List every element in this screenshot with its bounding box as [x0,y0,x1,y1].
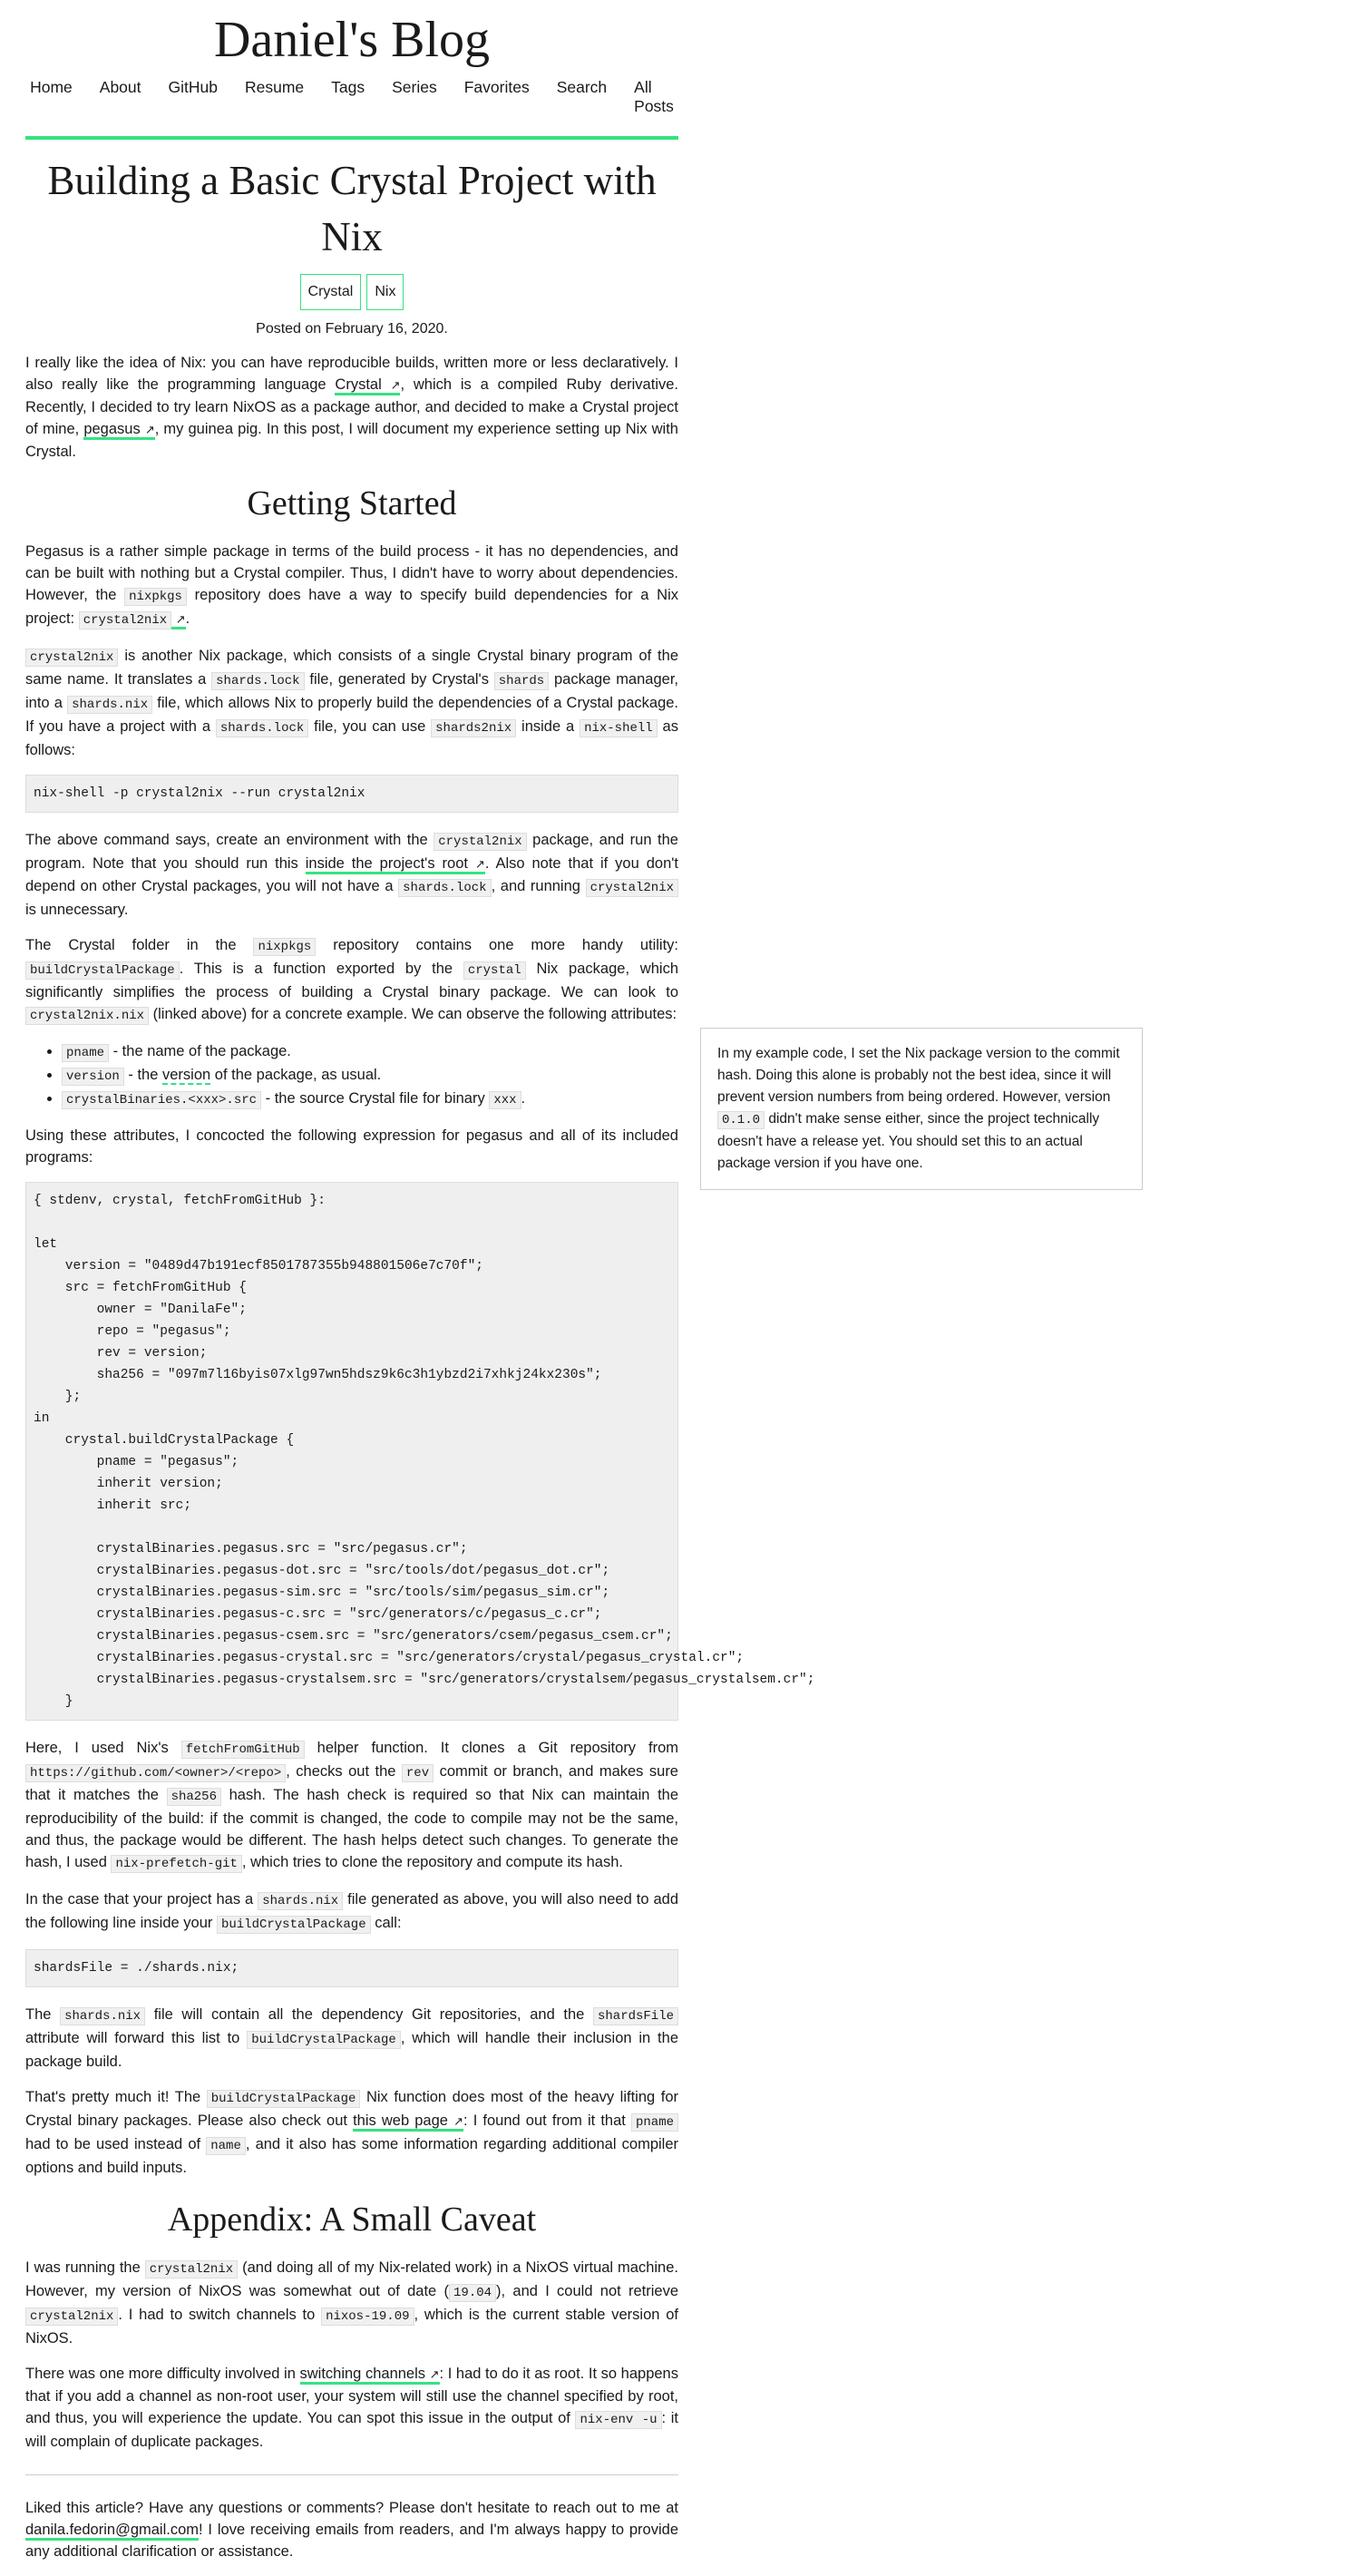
text: commit or branch, and makes sure that it matches the [25,1763,678,1803]
inline-code: crystalBinaries.<xxx>.src [62,1091,261,1109]
text: - the [123,1067,162,1083]
text: file, you can use [308,718,432,735]
text: , which is the current stable version of NixOS. [25,2307,678,2347]
paragraph [25,645,678,761]
attribute-list [25,1040,678,1111]
tag-list [25,274,678,310]
main-nav [25,78,678,140]
text: In my example code, I set the Nix package version to the commit hash. Doing this alone is probably not the best idea, since it will prevent version numbers from being ordered. However, version [717,1046,1120,1105]
list-item [62,1088,678,1111]
text: . [521,1090,526,1107]
paragraph: Using these attributes, I concocted the following expression for pegasus and all of its included programs: [25,1127,678,1166]
inline-code: shards [494,672,549,690]
text: , which tries to clone the repository and compute its hash. [241,1854,623,1870]
pegasus-link[interactable] [83,421,154,440]
text: - the name of the package. [109,1043,291,1059]
nav-github[interactable]: GitHub [168,78,218,96]
inline-code: fetchFromGitHub [181,1741,305,1759]
text: call: [370,1915,402,1931]
text: file generated as above, you will also need to add the following line inside your [25,1891,678,1931]
text: The [25,2006,61,2023]
inline-code: name [206,2137,246,2155]
text: Nix function does most of the heavy lifting for Crystal binary packages. Please also check out [25,2089,678,2129]
nav-all-posts[interactable]: All Posts [634,78,674,115]
inline-code: nix-shell [580,719,658,737]
text: . Also note that if you don't depend on other Crystal packages, you will not have a [25,855,678,894]
nav-favorites[interactable]: Favorites [463,78,530,96]
text: hash. The hash check is required so that Nix can maintain the reproducibility of the build: if the commit is changed, the code to compile may not be the same, and thus, the package would be different. The hash helps detect such changes. To generate the hash, I used [25,1787,679,1870]
inline-code: shards.lock [211,672,304,690]
inline-code: https://github.com/<owner>/<repo> [25,1764,286,1782]
inline-code: buildCrystalPackage [207,2090,361,2108]
text: . I had to switch channels to [118,2307,322,2323]
nav-about[interactable]: About [99,78,141,96]
text: repository does have a way to specify build dependencies for a Nix project: [25,587,678,627]
inline-code: shards.nix [67,696,152,714]
inline-code: shardsFile [593,2007,678,2025]
text: inside a [516,718,580,735]
nav-search[interactable]: Search [556,78,608,96]
external-link-icon: ↗ [390,378,401,392]
footer-paragraph [25,2497,678,2562]
external-link-icon: ↗ [144,423,155,436]
inline-code: crystal2nix [25,649,118,667]
link-text: pegasus [83,421,141,437]
switching-channels-link[interactable] [300,2366,440,2385]
inline-code: xxx [489,1091,521,1109]
post-title: Building a Basic Crystal Project with Nix [47,158,657,259]
inline-code: buildCrystalPackage [25,961,180,980]
text: file, which allows Nix to properly build the dependencies of a Crystal package. If you have a project with a [25,695,679,735]
nav-series[interactable]: Series [392,78,437,96]
inline-code: crystal2nix [79,611,171,629]
text: attribute will forward this list to [25,2030,248,2046]
text: is another Nix package, which consists of a single Crystal binary program of the same name. It translates a [25,648,678,688]
inline-code: sha256 [167,1788,221,1806]
inline-code: nixpkgs [253,938,316,956]
paragraph [25,2257,678,2349]
text: ! I love receiving emails from readers, and I'm always happy to provide any additional clarification or assistance. [25,2522,678,2560]
text: (linked above) for a concrete example. We can observe the following attributes: [149,1006,677,1022]
inline-code: pname [631,2113,678,2132]
text: Liked this article? Have any questions or comments? Please don't hesitate to reach out to me at [25,2500,678,2516]
link-text: inside the project's root [305,855,468,872]
intro-paragraph [25,352,678,463]
inline-code: 0.1.0 [717,1111,765,1129]
code-block: { stdenv, crystal, fetchFromGitHub }: let version = "0489d47b191ecf8501787355b948801506e7c70f"; src = fetchFromGitHub { owner = "DanilaFe"; repo = "pegasus"; rev = version; sha256 = "097m7l16byis07xlg97wn5hdsz9k6c3h1ybzd2i7xhkj24kx230s"; }; in crystal.buildCrystalPackage { pname = "pegasus"; inherit version; inherit src; crystalBinaries.pegasus.src = "src/pegasus.cr"; crystalBinaries.pegasus-dot.src = "src/tools/dot/pegasus_dot.cr"; crystalBinaries.pegasus-sim.src = "src/tools/sim/pegasus_sim.cr"; crystalBinaries.pegasus-c.src = "src/generators/c/pegasus_c.cr"; crystalBinaries.pegasus-csem.src = "src/generators/csem/pegasus_csem.cr"; crystalBinaries.pegasus-crystal.src = "src/generators/crystal/pegasus_crystal.cr"; crystalBinaries.pegasus-crystalsem.src = "src/generators/crystalsem/pegasus_crystalsem.cr"; } [25,1182,678,1721]
paragraph [25,829,678,921]
text: ), and I could not retrieve [496,2283,679,2299]
tag-crystal[interactable]: Crystal [300,274,362,310]
inline-code: shards.nix [258,1892,343,1910]
paragraph [25,1888,678,1936]
tag-nix[interactable]: Nix [366,274,404,310]
text: , and running [491,878,586,894]
nav-resume[interactable]: Resume [244,78,305,96]
text: : I had to do it as root. It so happens that if you add a channel as non-root user, your system will still use the channel specified by root, and thus, you will experience the update. You can spot this issue in the output of [25,2366,678,2426]
inline-code: crystal2nix.nix [25,1007,149,1025]
text: , which will handle their inclusion in the package build. [25,2030,678,2070]
inline-code: version [62,1068,124,1086]
paragraph [25,541,678,631]
inline-code: crystal2nix [25,2308,118,2326]
paragraph [25,2004,678,2073]
divider [25,2474,678,2475]
text: package, and run the program. Note that you should run this [25,832,678,872]
text: The Crystal folder in the [25,937,254,953]
post-date: Posted on February 16, 2020. [256,321,448,337]
external-link-icon: ↗ [453,2114,463,2128]
text: That's pretty much it! The [25,2089,207,2105]
text: Here, I used Nix's [25,1740,181,1756]
inline-code: shards.lock [216,719,308,737]
paragraph [25,1737,678,1875]
inline-code: crystal [463,961,526,980]
text: Pegasus is a rather simple package in terms of the build process - it has no dependencies, and can be built with nothing but a Crystal compiler. Thus, I didn't have to worry about dependencies. However, the [25,543,678,603]
list-item [62,1040,678,1064]
inline-code: nix-env -u [575,2411,661,2429]
link-text: Crystal [335,376,382,393]
text: In the case that your project has a [25,1891,258,1908]
text: : I found out from it that [463,2113,631,2129]
text: : it will complain of duplicate packages. [25,2410,679,2450]
heading-appendix: Appendix: A Small Caveat [167,2200,537,2239]
crystal2nix-link[interactable] [79,610,186,629]
heading-getting-started: Getting Started [247,484,457,522]
text: , which is a compiled Ruby derivative. Recently, I decided to try learn NixOS as a package author, and decided to make a Crystal project of mine, [25,376,678,437]
text: I was running the [25,2259,145,2276]
inline-code: buildCrystalPackage [247,2031,401,2049]
inline-code: shards2nix [431,719,516,737]
text: file will contain all the dependency Git repositories, and the [145,2006,593,2023]
text: as follows: [25,718,678,758]
nav-home[interactable]: Home [30,78,73,96]
paragraph [25,934,678,1027]
list-item [62,1064,678,1088]
external-link-icon: ↗ [474,857,485,871]
text: , and it also has some information regarding additional compiler options and build inputs. [25,2136,678,2176]
site-title[interactable]: Daniel's Blog [213,12,491,68]
text: helper function. It clones a Git repository from [304,1740,678,1756]
inline-code: 19.04 [449,2284,496,2302]
sidenote [700,1028,1143,1190]
link-text: this web page [353,2113,448,2129]
text: . [185,610,190,627]
text: - the source Crystal file for binary [261,1090,490,1107]
inline-code: rev [402,1764,434,1782]
text: repository contains one more handy utility: [316,937,678,953]
inline-code: pname [62,1044,109,1062]
external-link-icon: ↗ [429,2367,440,2381]
inline-code: nix-prefetch-git [111,1855,241,1873]
link-text: switching channels [299,2366,426,2382]
inline-code: buildCrystalPackage [217,1916,371,1934]
text: had to be used instead of [25,2136,207,2152]
paragraph [25,2363,678,2453]
text: Nix package, which significantly simplifies the process of building a Crystal binary package. We can look to [25,961,678,1000]
code-block: nix-shell -p crystal2nix --run crystal2nix [25,775,678,813]
text: , my guinea pig. In this post, I will document my experience setting up Nix with Crystal. [25,421,678,460]
email-link[interactable]: danila.fedorin@gmail.com [25,2522,199,2541]
inline-code: crystal2nix [586,879,678,897]
inline-code: nixos-19.09 [321,2308,414,2326]
paragraph [25,2086,678,2179]
text: is unnecessary. [25,902,129,918]
inline-code: shards.nix [60,2007,145,2025]
text: (and doing all of my Nix-related work) in a NixOS virtual machine. However, my version of NixOS was somewhat out of date ( [25,2259,678,2299]
inline-code: crystal2nix [434,833,526,851]
text: , checks out the [286,1763,402,1780]
web-page-link[interactable] [353,2113,463,2132]
external-link-icon: ↗ [175,612,186,626]
text: didn't make sense either, since the project technically doesn't have a release yet. You should set this to an actual package version if you have one. [717,1111,1100,1171]
text: package manager, into a [25,671,678,711]
crystal-link[interactable] [335,376,400,395]
inline-code: shards.lock [398,879,491,897]
text: of the package, as usual. [210,1067,382,1083]
inline-code: nixpkgs [124,588,187,606]
text: I really like the idea of Nix: you can have reproducible builds, written more or less declaratively. I also really like the programming language [25,355,678,393]
sidenote-trigger[interactable]: version [162,1067,211,1083]
text: . This is a function exported by the [179,961,463,977]
text: The above command says, create an environment with the [25,832,434,848]
text: file, generated by Crystal's [304,671,494,688]
text: There was one more difficulty involved in [25,2366,300,2382]
code-block: shardsFile = ./shards.nix; [25,1949,678,1987]
nav-tags[interactable]: Tags [331,78,365,96]
inline-code: crystal2nix [145,2260,238,2278]
project-root-link[interactable] [306,855,485,874]
